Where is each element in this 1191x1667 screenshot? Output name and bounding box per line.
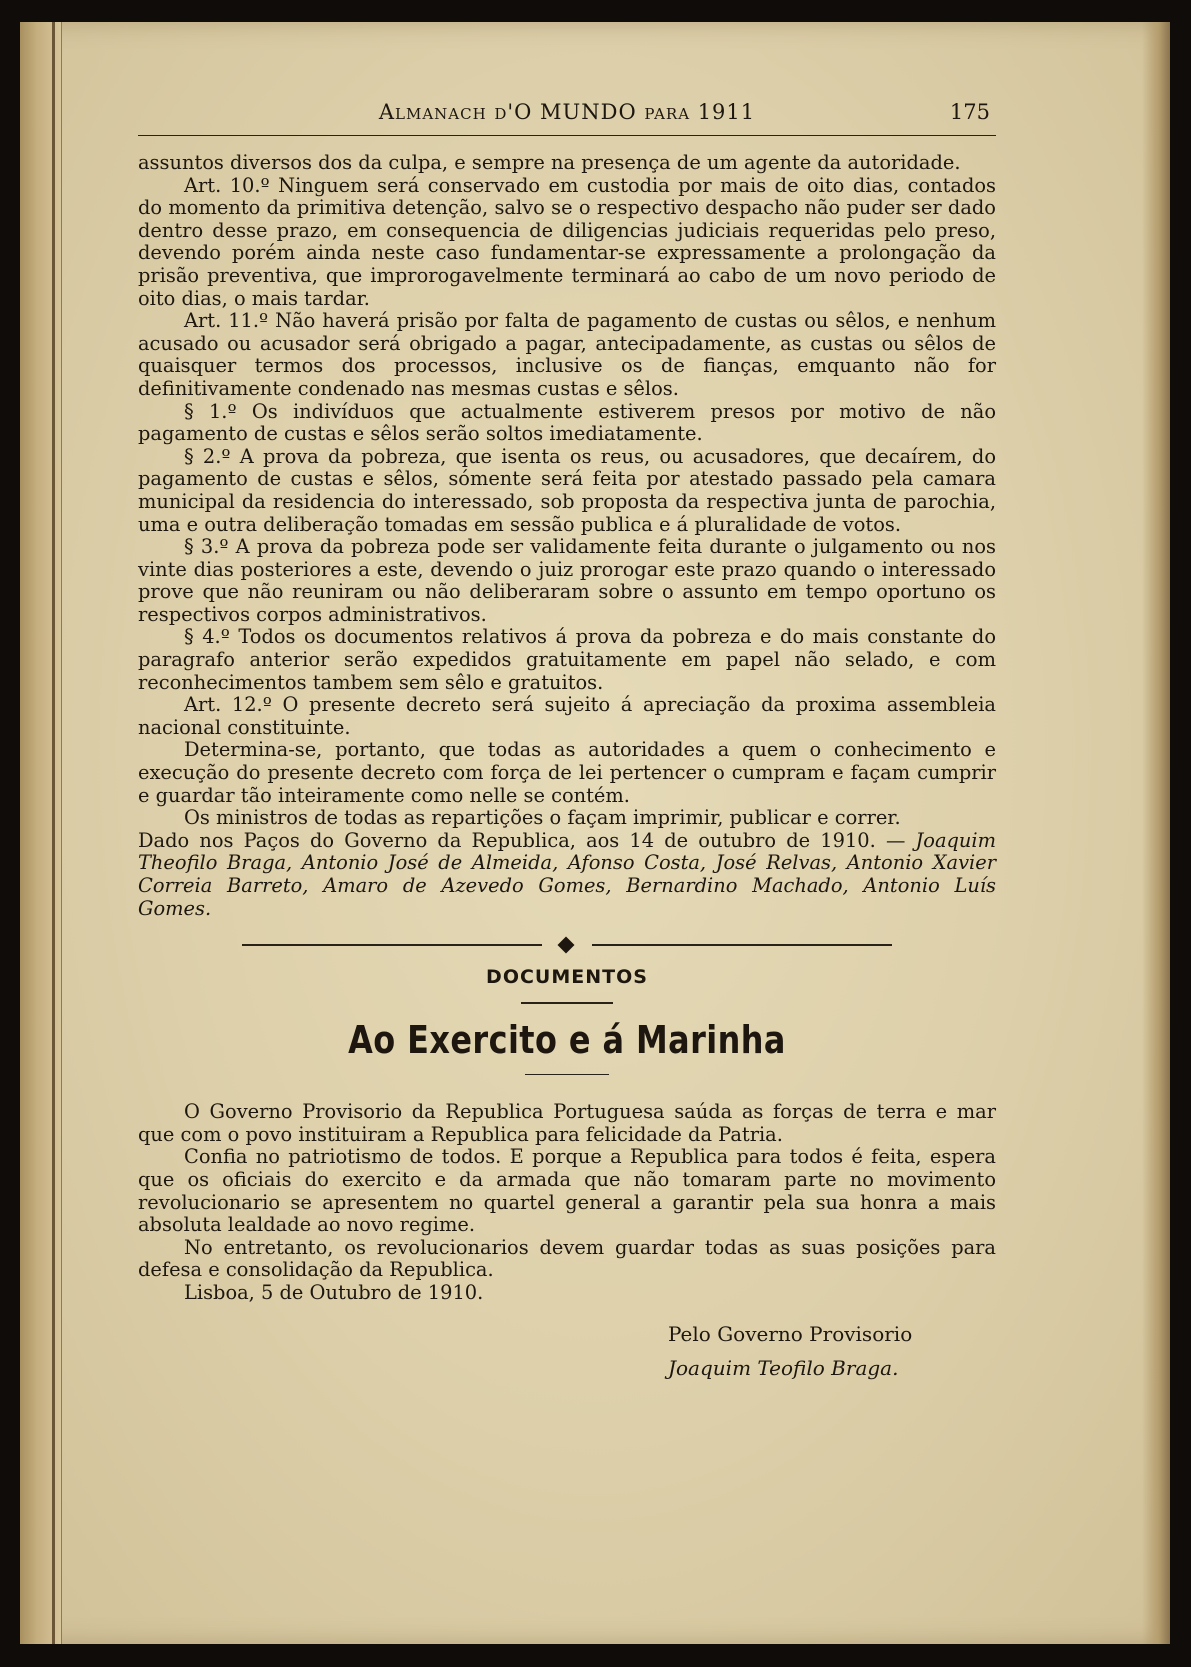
title-rule-bottom <box>525 1074 609 1076</box>
paragraph-art-12: Art. 12.º O presente decreto será sujeito á apreciação da proxima assembleia nacional constituinte. <box>138 693 996 739</box>
divider-line-left <box>242 944 542 946</box>
running-header <box>138 96 996 136</box>
paragraph-dated <box>138 830 996 920</box>
document-title: Ao Exercito e á Marinha <box>348 1017 786 1062</box>
page-gutter <box>20 22 62 1644</box>
page-content <box>138 96 996 1385</box>
divider-line-right <box>592 944 892 946</box>
title-rule-top <box>521 1002 613 1004</box>
paragraph-art-10: Art. 10.º Ninguem será conservado em custodia por mais de oito dias, contados do momento da primitiva detenção, salvo se o respectivo despacho não puder ser dado dentro desse prazo, em consequencia de diligencias judiciais requeridas pelo preso, devendo porém ainda neste caso fundamentar-se expressamente a prolongação da prisão preventiva, que improrogavelmente terminará ao cabo de um novo periodo de oito dias, o mais tardar. <box>138 173 996 310</box>
paragraph-section-1: § 1.º Os indivíduos que actualmente estiverem presos por motivo de não pagamento de custas e sêlos serão soltos imediatamente. <box>138 399 996 446</box>
signature-name: Joaquim Teofilo Braga. <box>668 1355 899 1380</box>
binding-edge <box>52 22 55 1644</box>
running-title: Almanach d'O MUNDO para 1911 <box>378 100 756 124</box>
proclamation-paragraph: Confia no patriotismo de todos. E porque a Republica para todos é feita, espera que os oficiais do exercito e da armada que não tomaram parte no movimento revolucionario se apresentem no quartel general a garantir pela sua honra a mais absoluta lealdade ao novo regime. <box>138 1145 996 1237</box>
paragraph-section-2: § 2.º A prova da pobreza, que isenta os reus, ou acusadores, que decaírem, do pagamento de custas e sêlos, sómente será feita por atestado passado pela camara municipal da residencia do interessado, sob proposta da respectiva junta de parochia, uma e outra deliberação tomadas em sessão publica e á pluralidade de votos. <box>138 444 996 536</box>
proclamation-text <box>138 1101 996 1304</box>
page-number: 175 <box>949 100 990 124</box>
paragraph-section-3: § 3.º A prova da pobreza pode ser validamente feita durante o julgamento ou nos vinte dias posteriores a este, devendo o juiz prorogar este prazo quando o interessado prove que não reuniram ou não deliberaram sobre o assunto em tempo oportuno os respectivos corpos administrativos. <box>138 535 996 626</box>
proclamation-date: Lisboa, 5 de Outubro de 1910. <box>184 1280 484 1304</box>
decree-text <box>138 152 996 920</box>
paragraph: assuntos diversos dos da culpa, e sempre na presença de um agente da autoridade. <box>138 151 961 174</box>
paragraph-art-11: Art. 11.º Não haverá prisão por falta de pagamento de custas ou sêlos, e nenhum acusado ou acusador será obrigado a pagar, antecipadamente, as custas ou sêlos de quaisquer termos dos processos, inclusive os de fianças, emquanto não for definitivamente condenado nas mesmas custas e sêlos. <box>138 309 996 400</box>
diamond-icon <box>558 937 575 954</box>
dated-intro: Dado nos Paços do Governo da Republica, aos 14 de outubro de 1910. — <box>138 828 916 852</box>
section-divider-ornament <box>242 938 892 952</box>
proclamation-paragraph: No entretanto, os revolucionarios devem guardar todas as suas posições para defesa e consolidação da Republica. <box>138 1235 996 1282</box>
section-label: DOCUMENTOS <box>486 966 648 989</box>
page-edge-shadow <box>1142 22 1170 1644</box>
paragraph-ministers: Os ministros de todas as repartições o façam imprimir, publicar e correr. <box>184 806 901 830</box>
paragraph-determination: Determina-se, portanto, que todas as autoridades a quem o conhecimento e execução do presente decreto com força de lei pertencer o cumpram e façam cumprir e guardar tão inteiramente como nelle se contém. <box>138 738 996 807</box>
signatories-list: Joaquim Theofilo Braga, Antonio José de Almeida, Afonso Costa, José Relvas, Antonio Xavier Correia Barreto, Amaro de Azevedo Gomes, Bernardino Machado, Antonio Luís Gomes. <box>138 828 996 920</box>
signature-block <box>668 1317 996 1385</box>
paragraph-section-4: § 4.º Todos os documentos relativos á prova da pobreza e do mais constante do paragrafo anterior serão expedidos gratuitamente em papel não selado, e com reconhecimentos tambem sem sêlo e gratuitos. <box>138 625 996 694</box>
signature-line: Pelo Governo Provisorio <box>668 1321 913 1346</box>
proclamation-paragraph: O Governo Provisorio da Republica Portuguesa saúda as forças de terra e mar que com o povo instituiram a Republica para felicidade da Patria. <box>138 1100 996 1146</box>
